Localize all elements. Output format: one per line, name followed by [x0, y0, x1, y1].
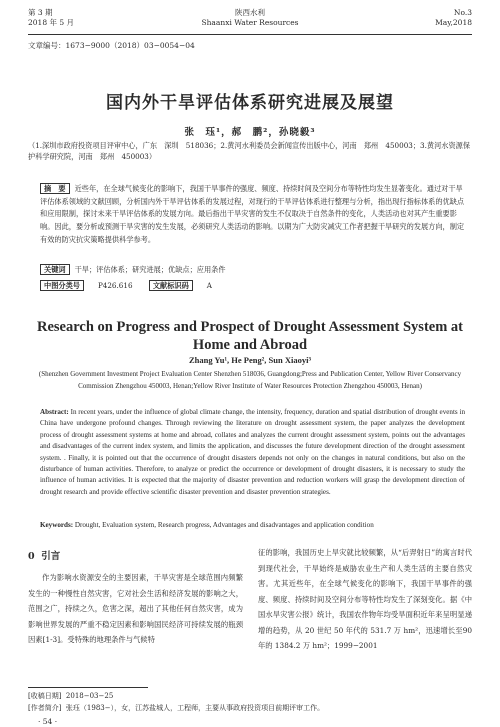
author-bio: 张珏（1983−），女，江苏盐城人，工程师，主要从事政府投资项目前期评审工作。 — [65, 704, 325, 712]
journal-name-en: Shaanxi Water Resources — [201, 18, 299, 27]
article-number: 文章编号：1673−9000（2018）03−0054−04 — [28, 41, 195, 50]
section-title: 引言 — [41, 551, 61, 562]
keywords-en-text: Drought, Evaluation system, Research progress, Advantages and disadvantages and application condition — [74, 521, 374, 529]
keywords-text: 干旱；评估体系；研究进展；优缺点；应用条件 — [74, 265, 226, 274]
keywords-cn — [40, 264, 465, 276]
body-left-column: 作为影响水资源安全的主要因素，干旱灾害是全球范围内频繁发生的一种慢性自然灾害，它对社会生活和经济发展的影响之大，范围之广，持续之久，危害之深，超出了其他任何自然灾害，成为影响世界发展的严重不稳定因素和影响国民经济可持续发展的瓶颈因素[1-3]。受特殊的地理条件与气候特 — [28, 573, 243, 644]
classification-cn — [40, 280, 226, 291]
title-cn: 国内外干旱评估体系研究进展及展望 — [106, 93, 394, 113]
received-label: [收稿日期] — [28, 692, 62, 700]
body-right-column: 征的影响，我国历史上旱灾就比较频繁，从“后羿射日”的寓言时代到现代社会，干旱始终是威胁农业生产和人类生活的主要自然灾害。尤其近些年，在全球气候变化的影响下，我国干旱事件的强度、频度、持续时间及空间分布等特性均发生了深刻变化。据《中国水旱灾害公报》统计，我国农作物年均受旱面积近年来呈明显递增的趋势，从 20 世纪 50 年代的 531.7 万 hm²，迅速增长至90 年的 1384.2 万 hm²；1999−2001 — [258, 548, 472, 650]
abstract-text: 近些年，在全球气候变化的影响下，我国干旱事件的强度、频度、持续时间及空间分布等特性均发生显著变化。通过对干旱评估体系领域的文献回顾，分析国内外干旱评估体系的发展过程，对现行的干旱评估体系进行整理与分析，指出现行指标体系的优缺点和应用限制，探讨未来干旱评估体系的发展方向。最后指出干旱灾害的发生不仅取决于自然条件的变化，人类活动也对其产生重要影响。因此，要分析或预测干旱灾害的发生发展，必须研究人类活动的影响。以期为广大防灾减灾工作者把握干旱研究的发展方向，制定有效的防灾抗灾策略提供科学参考。 — [40, 184, 465, 244]
keywords-label: 关键词 — [40, 264, 70, 275]
issue-number-en: No.3 — [453, 8, 472, 17]
author-bio-label: [作者简介] — [28, 704, 62, 712]
clc-label: 中图分类号 — [40, 280, 84, 291]
keywords-en-label: Keywords: — [40, 521, 74, 529]
clc-value: P426.616 — [97, 281, 133, 290]
header-right — [435, 8, 472, 28]
issue-label: 第 3 期 — [28, 8, 53, 17]
footnote-author — [28, 703, 324, 713]
abstract-en-text: In recent years, under the influence of global climate change, the intensity, frequency, duration and spatial distribution of drought events in China have undergone profound changes. Through reviewing the literature on drought assessment system, the paper analyzes the development process of drought assessment systems at home and abroad, collates and analyzes the current drought assessment system, points out the advantages and disadvantages of the current index system, and limits the application, and discusses the future development direction of the drought assessment system. . Finally, it is pointed out that the occurrence of drought disasters depends not only on the changes in natural conditions, but also on the disturbance of human activities. Therefore, to analyze or predict the occurrence or development of drought disasters, it is necessary to study the influence of human activities. It is expected that the majority of disaster prevention and reduction workers will grasp the development direction of drought research and provide effective scientific disaster prevention and disaster prevention strategies. — [40, 408, 465, 496]
issue-date: 2018 年 5 月 — [28, 18, 75, 27]
affiliation-cn: （1.深圳市政府投资项目评审中心，广东 深圳 518036；2.黄河水利委员会新闻宣传出版中心，河南 郑州 450003；3.黄河水资源保护科学研究院，河南 郑州 450003） — [28, 141, 471, 161]
doc-code-label: 文献标识码 — [149, 280, 193, 291]
section-heading — [28, 548, 60, 562]
received-date: 2018−03−25 — [65, 692, 114, 700]
keywords-en — [40, 520, 465, 531]
issue-date-en: May,2018 — [435, 18, 472, 27]
abstract-en-label: Abstract: — [40, 408, 69, 416]
doc-code-value: A — [206, 281, 212, 290]
journal-name-cn: 陕西水利 — [235, 8, 265, 17]
header-center — [28, 8, 472, 28]
footnote-divider — [28, 687, 148, 688]
authors-cn: 张 珏¹，郝 鹏²，孙晓毅³ — [184, 127, 316, 138]
page-number: · 54 · — [38, 717, 58, 726]
affiliation-en: (Shenzhen Government Investment Project Evaluation Center Shenzhen 518036, Guangdong;Press and Publication Center, Yellow River Conservancy Commission Zhengzhou 450003, Henan;Yellow River Institute of Water Resources Protection Zhengzhou 450003, Henan) — [38, 370, 462, 390]
authors-en: Zhang Yu¹, He Peng², Sun Xiaoyi³ — [188, 355, 312, 365]
footnote-received — [28, 691, 113, 701]
abstract-cn — [40, 183, 465, 247]
running-header — [28, 8, 472, 35]
title-en: Research on Progress and Prospect of Drought Assessment System at Home and Abroad — [37, 319, 463, 353]
section-number: 0 — [28, 551, 35, 562]
abstract-en — [40, 407, 465, 498]
abstract-label: 摘 要 — [40, 183, 70, 194]
